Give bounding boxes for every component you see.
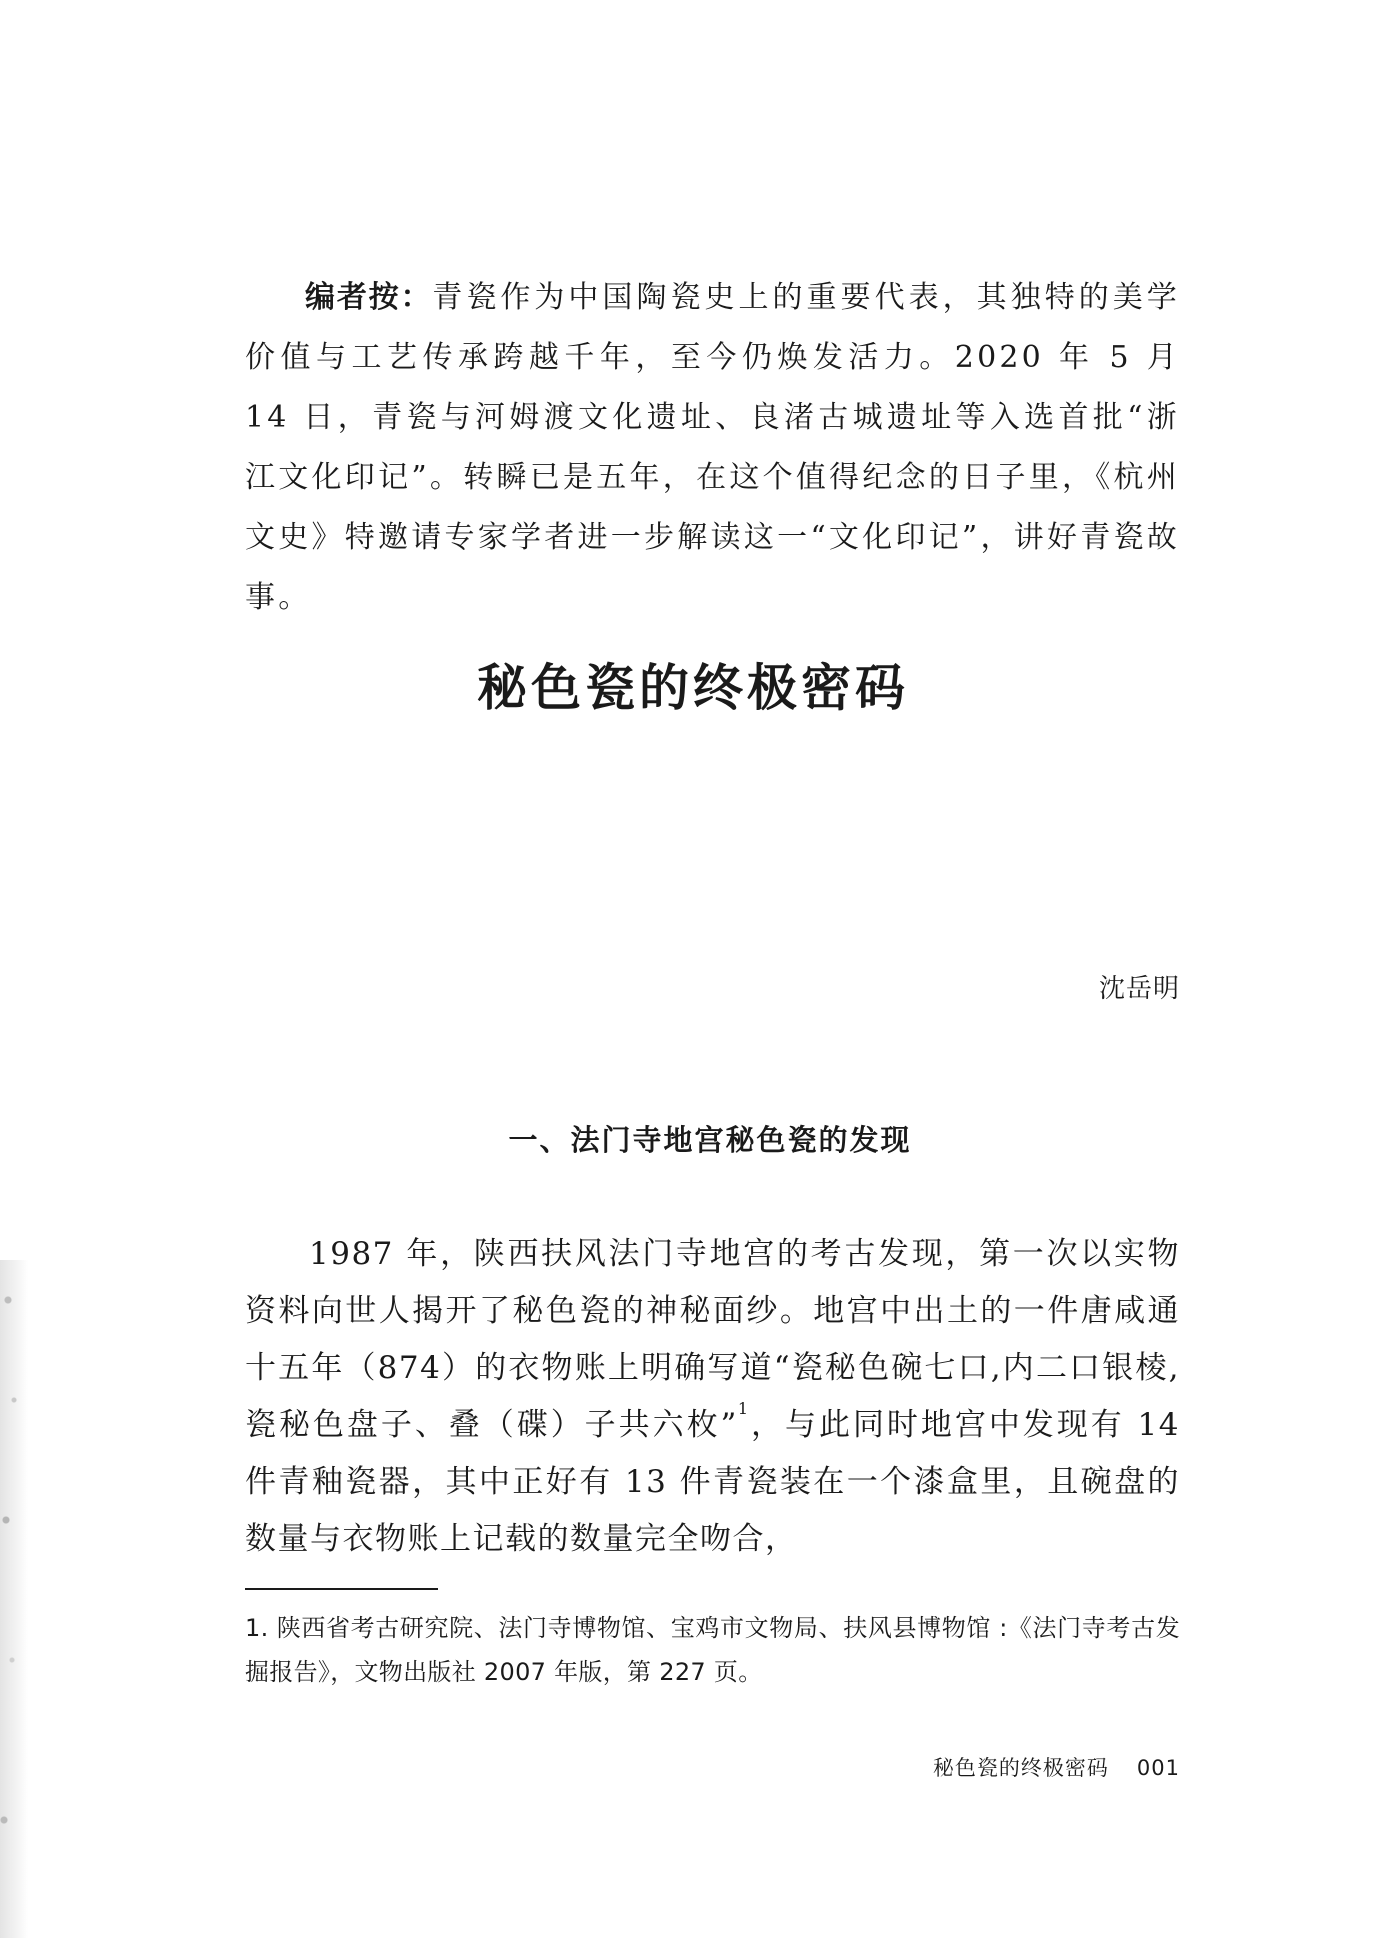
section-heading: 一、法门寺地宫秘色瓷的发现: [508, 1123, 912, 1157]
footnote: 1. 陕西省考古研究院、法门寺博物馆、宝鸡市文物局、扶风县博物馆 :《法门寺考古发掘报告》，文物出版社 2007 年版，第 227 页。: [245, 1614, 1180, 1686]
page-edge-texture: [0, 1260, 28, 1938]
footnote-reference[interactable]: 1: [737, 1399, 750, 1418]
footnote-divider: [245, 1588, 438, 1590]
editor-note-label: 编者按：: [305, 280, 433, 315]
running-footer-title: 秘色瓷的终极密码: [932, 1756, 1109, 1780]
editor-note-text: 青瓷作为中国陶瓷史上的重要代表，其独特的美学价值与工艺传承跨越千年，至今仍焕发活力。2020 年 5 月 14 日，青瓷与河姆渡文化遗址、良渚古城遗址等入选首批“浙江文化印记”。转瞬已是五年，在这个值得纪念的日子里，《杭州文史》特邀请专家学者进一步解读这一“文化印记”，讲好青瓷故事。: [245, 280, 1180, 615]
author-name: 沈岳明: [1098, 974, 1180, 1004]
page-number: 001: [1136, 1756, 1180, 1780]
body-paragraph-part2: ，与此同时地宫中发现有 14 件青釉瓷器，其中正好有 13 件青瓷装在一个漆盒里，且碗盘的数量与衣物账上记载的数量完全吻合，: [245, 1407, 1180, 1557]
article-title: 秘色瓷的终极密码: [477, 659, 909, 717]
body-paragraph-part1: 1987 年，陕西扶风法门寺地宫的考古发现，第一次以实物资料向世人揭开了秘色瓷的神秘面纱。地宫中出土的一件唐咸通十五年（874）的衣物账上明确写道“瓷秘色碗七口,内二口银棱,瓷秘色盘子、叠（碟）子共六枚”: [245, 1236, 1180, 1443]
running-footer: [933, 1752, 1180, 1782]
body-paragraph: [245, 1226, 1180, 1568]
editor-note: [245, 268, 1180, 628]
